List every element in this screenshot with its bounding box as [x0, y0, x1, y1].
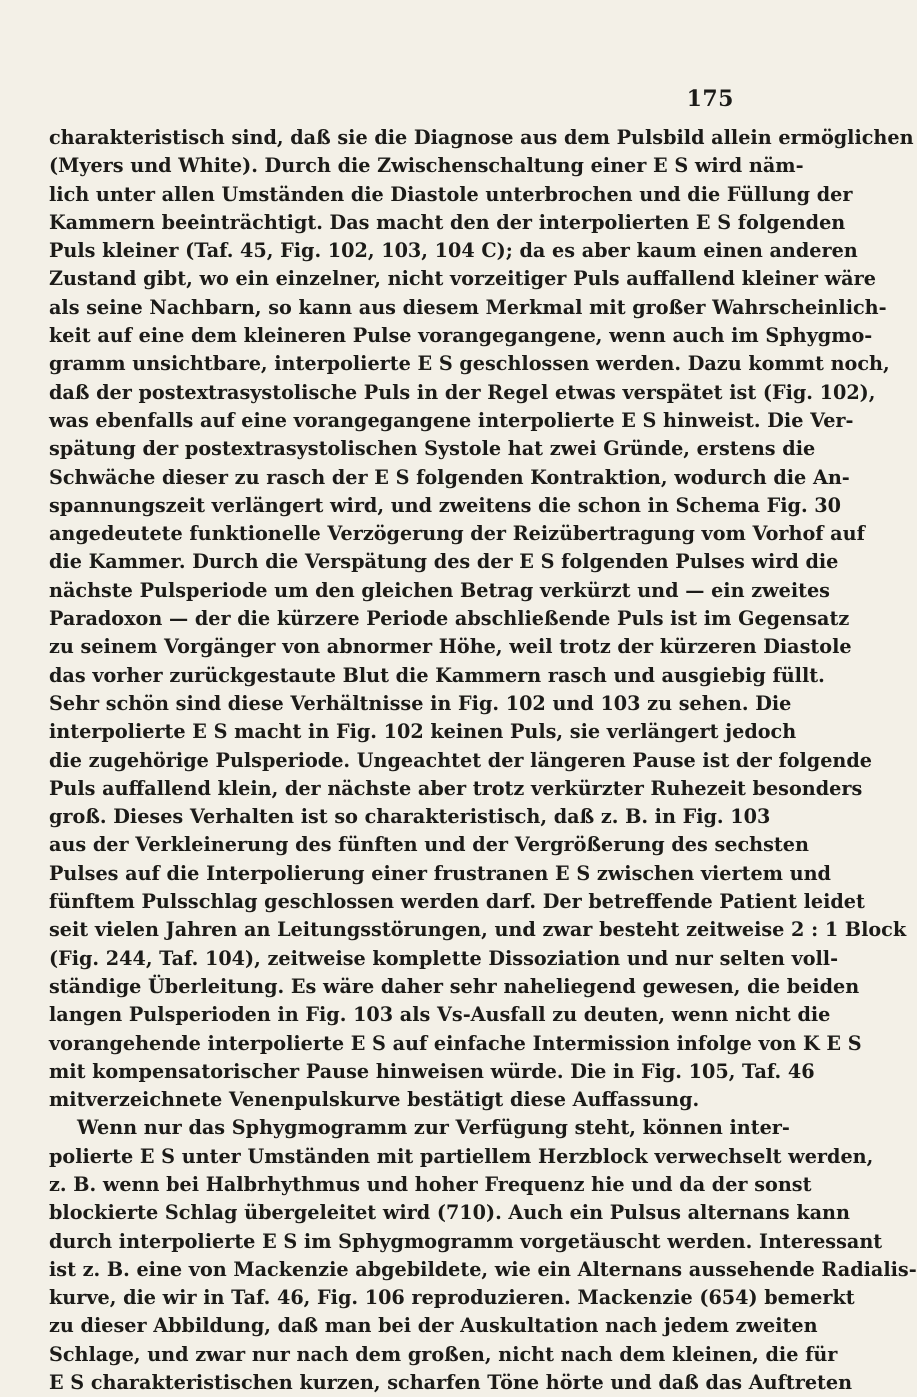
text-line: ist z. B. eine von Mackenzie abgebildete, wie ein Alternans aussehende Radialis-	[49, 1257, 917, 1281]
text-line: charakteristisch sind, daß sie die Diagnose aus dem Pulsbild allein ermöglichen	[49, 126, 914, 149]
text-line: Paradoxon — der die kürzere Periode abschließende Puls ist im Gegensatz	[49, 607, 850, 631]
text-line: Wenn nur das Sphygmogramm zur Verfügung steht, können inter-	[77, 1116, 790, 1140]
text-line: angedeutete funktionelle Verzögerung der Reizübertragung vom Vorhof auf	[49, 522, 865, 546]
text-line: interpolierte E S macht in Fig. 102 keinen Puls, sie verlängert jedoch	[49, 720, 797, 744]
text-line: zu seinem Vorgänger von abnormer Höhe, weil trotz der kürzeren Diastole	[49, 635, 852, 659]
text-line: E S charakteristischen kurzen, scharfen Töne hörte und daß das Auftreten	[49, 1371, 853, 1395]
text-line: polierte E S unter Umständen mit partiellem Herzblock verwechselt werden,	[49, 1144, 874, 1168]
text-line: als seine Nachbarn, so kann aus diesem Merkmal mit großer Wahrscheinlich-	[49, 295, 887, 319]
text-line: gramm unsichtbare, interpolierte E S geschlossen werden. Dazu kommt noch,	[49, 352, 890, 376]
text-line: was ebenfalls auf eine vorangegangene interpolierte E S hinweist. Die Ver-	[49, 408, 854, 432]
text-line: nächste Pulsperiode um den gleichen Betrag verkürzt und — ein zweites	[49, 578, 830, 602]
text-line: daß der postextrasystolische Puls in der Regel etwas verspätet ist (Fig. 102),	[49, 380, 876, 404]
text-line: Puls auffallend klein, der nächste aber trotz verkürzter Ruhezeit besonders	[49, 776, 863, 800]
text-line: Puls kleiner (Taf. 45, Fig. 102, 103, 104 C); da es aber kaum einen anderen	[49, 239, 858, 263]
text-line: mitverzeichnete Venenpulskurve bestätigt diese Auffassung.	[49, 1088, 700, 1112]
text-line: die Kammer. Durch die Verspätung des der E S folgenden Pulses wird die	[49, 550, 839, 574]
text-line: ständige Überleitung. Es wäre daher sehr naheliegend gewesen, die beiden	[49, 974, 860, 998]
text-line: (Myers und White). Durch die Zwischenschaltung einer E S wird näm-	[49, 154, 804, 178]
body-text	[49, 124, 917, 1397]
text-line: Zustand gibt, wo ein einzelner, nicht vorzeitiger Puls auffallend kleiner wäre	[49, 267, 876, 291]
text-line: langen Pulsperioden in Fig. 103 als Vs-Ausfall zu deuten, wenn nicht die	[49, 1003, 831, 1027]
page-number: 175	[686, 86, 734, 112]
text-line: Kammern beeinträchtigt. Das macht den der interpolierten E S folgenden	[49, 210, 846, 234]
text-line: lich unter allen Umständen die Diastole unterbrochen und die Füllung der	[49, 182, 853, 206]
text-line: seit vielen Jahren an Leitungsstörungen, und zwar besteht zeitweise 2 : 1 Block	[49, 918, 907, 942]
text-line: aus der Verkleinerung des fünften und der Vergrößerung des sechsten	[49, 833, 809, 857]
text-line: Schwäche dieser zu rasch der E S folgenden Kontraktion, wodurch die An-	[49, 465, 850, 489]
text-line: Pulses auf die Interpolierung einer frustranen E S zwischen viertem und	[49, 861, 831, 885]
text-line: spannungszeit verlängert wird, und zweitens die schon in Schema Fig. 30	[49, 493, 841, 517]
text-line: durch interpolierte E S im Sphygmogramm vorgetäuscht werden. Interessant	[49, 1229, 883, 1253]
text-line: die zugehörige Pulsperiode. Ungeachtet der längeren Pause ist der folgende	[49, 748, 873, 772]
text-line: kurve, die wir in Taf. 46, Fig. 106 reproduzieren. Mackenzie (654) bemerkt	[49, 1286, 855, 1310]
text-line: z. B. wenn bei Halbrhythmus und hoher Frequenz hie und da der sonst	[49, 1172, 812, 1196]
text-line: Sehr schön sind diese Verhältnisse in Fig. 102 und 103 zu sehen. Die	[49, 691, 792, 715]
text-line: Schlage, und zwar nur nach dem großen, nicht nach dem kleinen, die für	[49, 1342, 838, 1366]
text-line: (Fig. 244, Taf. 104), zeitweise komplette Dissoziation und nur selten voll-	[49, 946, 839, 970]
text-line: fünftem Pulsschlag geschlossen werden darf. Der betreffende Patient leidet	[49, 890, 865, 914]
text-line: vorangehende interpolierte E S auf einfache Intermission infolge von K E S	[49, 1031, 862, 1055]
text-line: spätung der postextrasystolischen Systole hat zwei Gründe, erstens die	[49, 437, 816, 461]
text-line: das vorher zurückgestaute Blut die Kammern rasch und ausgiebig füllt.	[49, 663, 825, 687]
text-line: groß. Dieses Verhalten ist so charakteristisch, daß z. B. in Fig. 103	[49, 805, 771, 829]
text-line: keit auf eine dem kleineren Pulse vorangegangene, wenn auch im Sphygmo-	[49, 324, 873, 348]
text-line: blockierte Schlag übergeleitet wird (710). Auch ein Pulsus alternans kann	[49, 1201, 850, 1225]
text-line: mit kompensatorischer Pause hinweisen würde. Die in Fig. 105, Taf. 46	[49, 1059, 815, 1083]
text-line: zu dieser Abbildung, daß man bei der Auskultation nach jedem zweiten	[49, 1314, 818, 1338]
